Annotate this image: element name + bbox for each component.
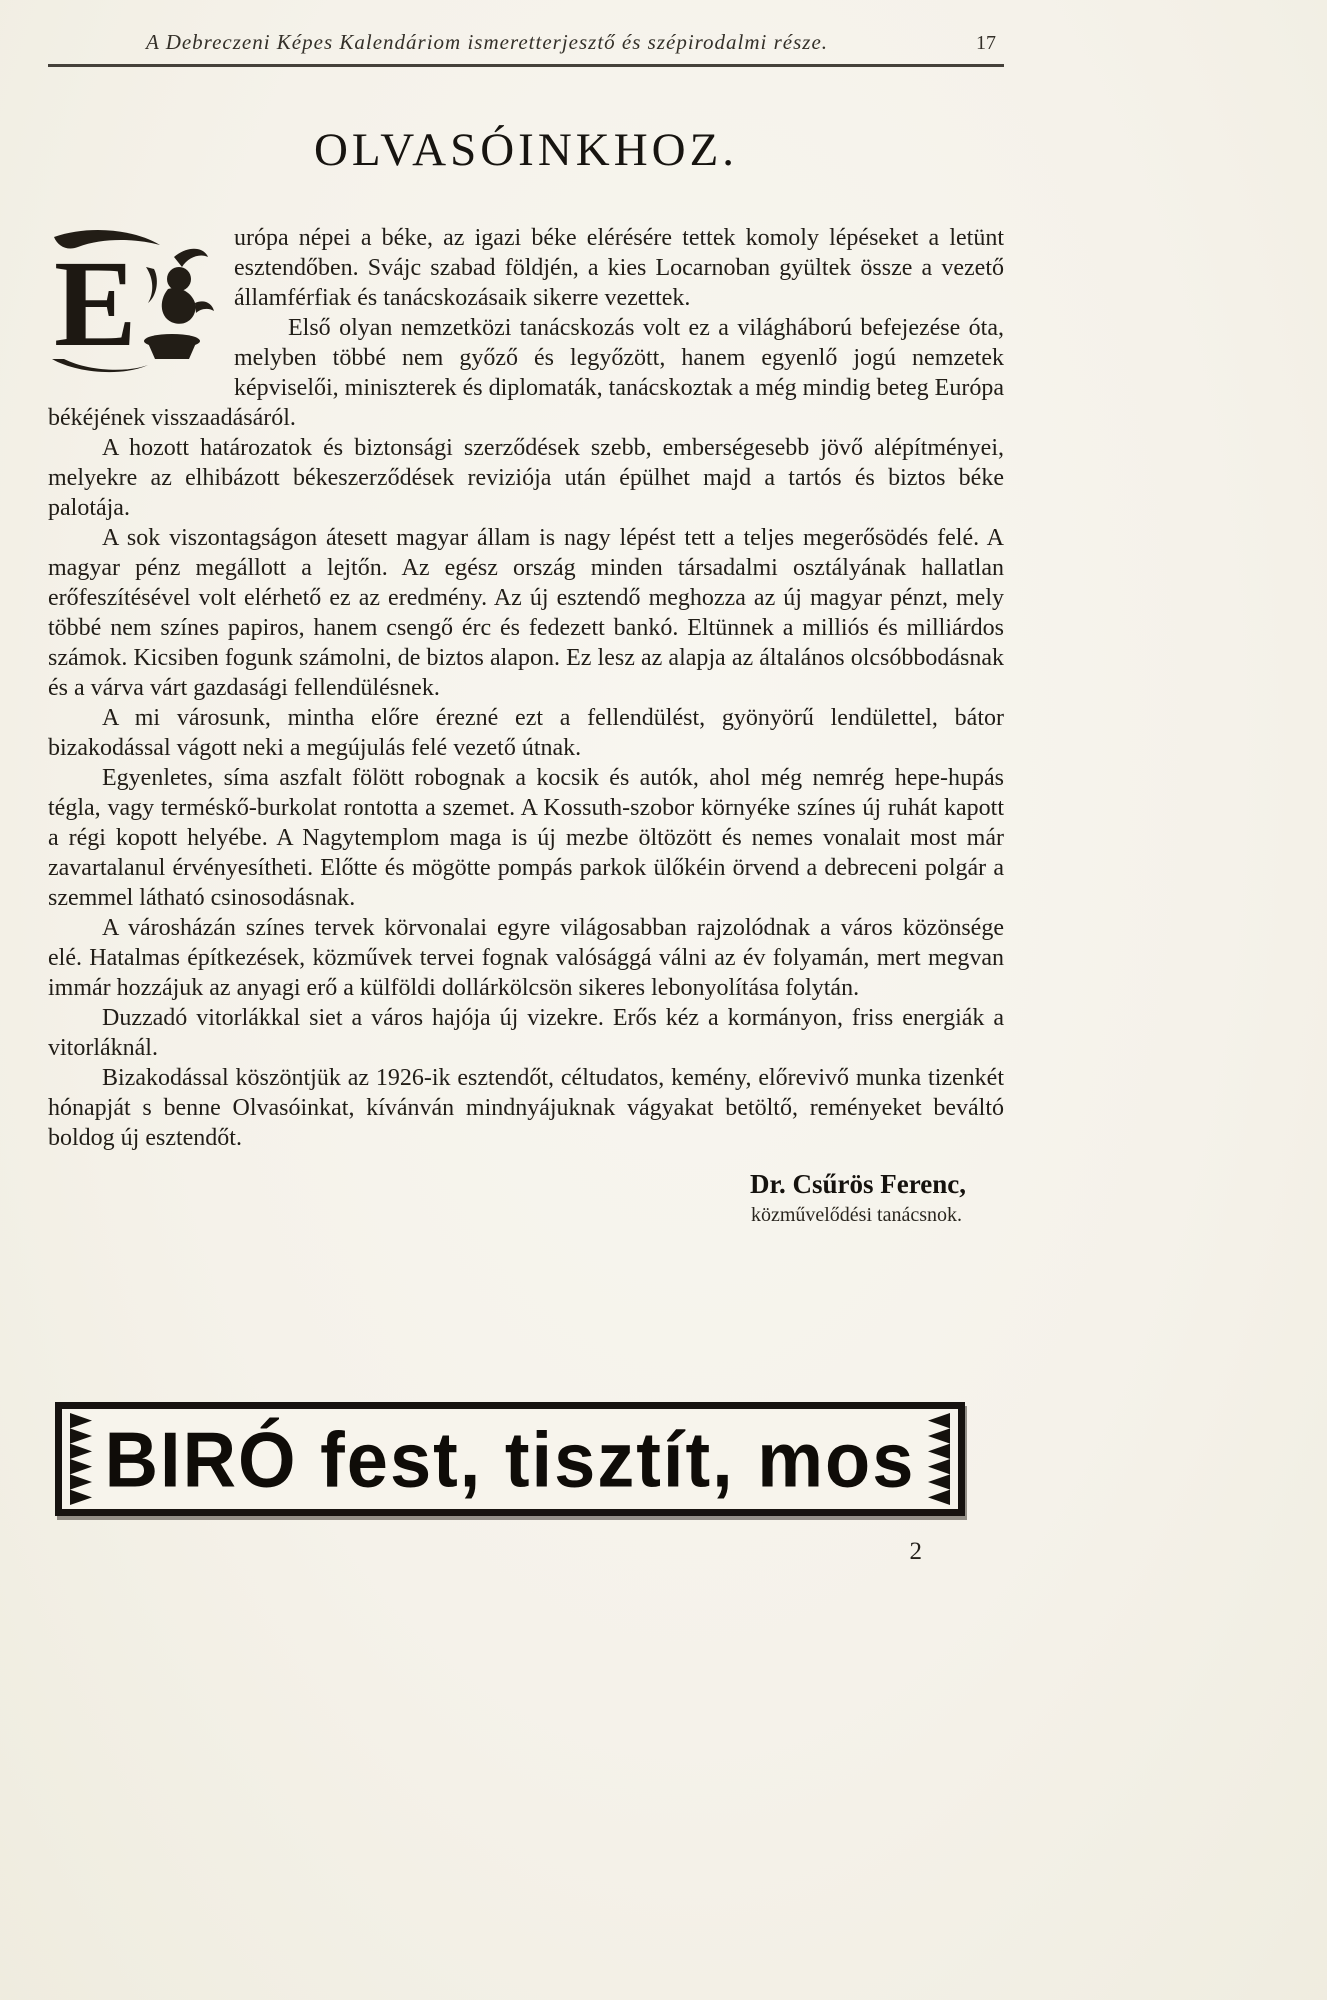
article-paragraph-1: urópa népei a béke, az igazi béke elérésére tettek komoly lépéseket a letünt esztendőben. Svájc szabad földjén, a kies Locarnoban gyültek össze a vezető államférfiak és tanácskozásaik sikerre vezettek. [234,225,1004,311]
folio-page-number: 2 [909,1538,922,1565]
running-header [48,30,1004,67]
running-header-page-number: 17 [976,32,996,54]
article-paragraph-3: A hozott határozatok és biztonsági szerződések szebb, emberségesebb jövő alépítményei, melyekre az elhibázott békeszerződések reviziója után épülhet majd a tartós és biztos béke palotája. [48,435,1004,521]
zigzag-ornament-left-icon [70,1413,96,1505]
article-paragraph-2: Első olyan nemzetközi tanácskozás volt ez a világháború befejezése óta, melyben többé nem győző és legyőzött, hanem egyenlő jogú nemzetek képviselői, miniszterek és diplomaták, tanácskoztak a még mindig beteg Európa békéjének visszaadásáról. [48,315,1004,431]
decorative-initial-illustration [48,227,216,375]
zigzag-ornament-right-icon [924,1413,950,1505]
advertisement-banner [55,1402,965,1516]
article-paragraph-8: Duzzadó vitorlákkal siet a város hajója új vizekre. Erős kéz a kormányon, friss energiák a vitorláknál. [48,1005,1004,1061]
article-body [48,223,1004,1153]
advertisement-text: BIRÓ fest, tisztít, mos [104,1415,916,1503]
article-title: OLVASÓINKHOZ. [313,124,739,176]
drop-cap-letter: E [54,235,137,372]
running-header-title: A Debreczeni Képes Kalendáriom ismeretterjesztő és szépirodalmi része. [146,30,829,54]
signature-role: közművelődési tanácsnok. [750,1204,962,1226]
page-content [48,30,1004,1227]
article-paragraph-7: A városházán színes tervek körvonalai egyre világosabban rajzolódnak a város közönsége elé. Hatalmas építkezések, közművek tervei fognak valósággá válni az év folyamán, mert megvan immár hozzájuk az anyagi erő a külföldi dollárkölcsön sikeres lebonyolítása folytán. [48,915,1004,1001]
article-paragraph-4: A sok viszontagságon átesett magyar állam is nagy lépést tett a teljes megerősödés felé. A magyar pénz megállott a lejtőn. Az egész ország minden társadalmi osztályának hallatlan erőfeszítésével volt elérhető ez az eredmény. Az új esztendő meghozza az új magyar pénzt, mely többé nem színes papiros, hanem csengő érc és fedezett bankó. Eltünnek a milliós és milliárdos számok. Kicsiben fogunk számolni, de biztos alapon. Ez lesz az alapja az általános olcsóbbodásnak és a várva várt gazdasági fellendülésnek. [48,525,1004,701]
article-paragraph-5: A mi városunk, mintha előre érezné ezt a fellendülést, gyönyörű lendülettel, bátor bizakodással vágott neki a megújulás felé vezető útnak. [48,705,1004,761]
article-paragraph-6: Egyenletes, síma aszfalt fölött robognak a kocsik és autók, ahol még nemrég hepe-hupás tégla, vagy terméskő-burkolat rontotta a szemet. A Kossuth-szobor környéke színes új ruhát kapott a régi kopott helyébe. A Nagytemplom maga is új mezbe öltözött és nemes vonalait most már zavartalanul érvényesítheti. Előtte és mögötte pompás parkok ülőkéin örvend a debreceni polgár a szemmel látható csinosodásnak. [48,765,1004,911]
article-paragraph-9: Bizakodással köszöntjük az 1926-ik esztendőt, céltudatos, kemény, előrevivő munka tizenkét hónapját s benne Olvasóinkat, kívánván mindnyájuknak vágyakat betöltő, reményeket beváltó boldog új esztendőt. [48,1065,1004,1151]
signature-block [48,1169,1004,1227]
signature-name: Dr. Csűrös Ferenc, [750,1169,966,1199]
